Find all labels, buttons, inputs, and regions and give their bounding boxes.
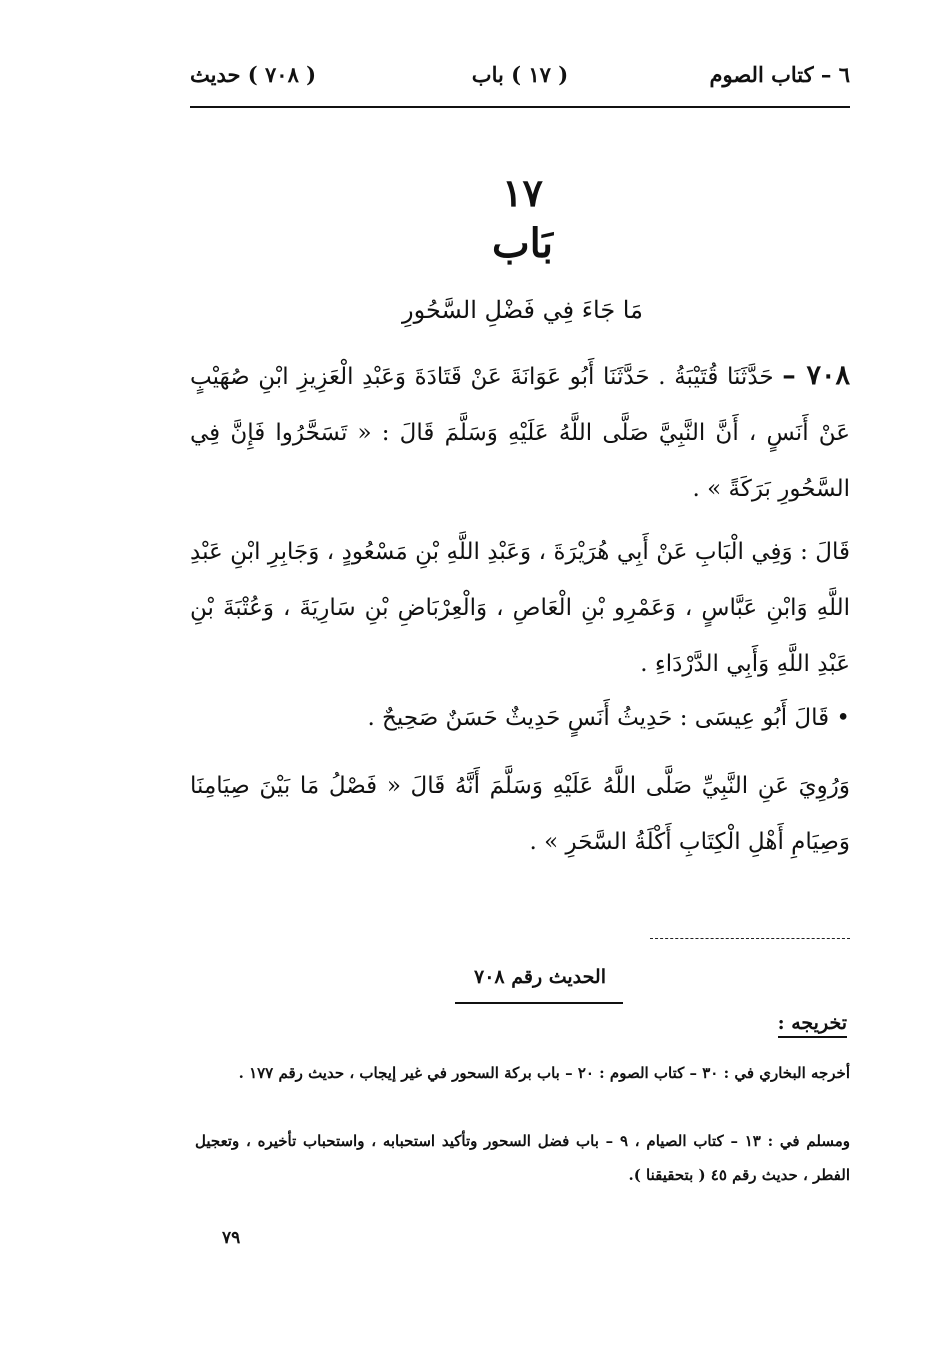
chapter-heading: بَاب	[492, 220, 553, 267]
takhrij-label: تخريجه :	[778, 1012, 847, 1038]
running-header	[190, 62, 850, 104]
chapter-number: ١٧	[502, 170, 543, 215]
header-chapter: ( ١٧ ) باب	[471, 62, 569, 87]
additional-narration-paragraph: وَرُوِيَ عَنِ النَّبِيِّ صَلَّى اللَّهُ عَلَيْهِ وَسَلَّمَ أَنَّهُ قَالَ « فَصْلُ مَا بَيْنَ صِيَامِنَا وَصِيَامِ أَهْلِ الْكِتَابِ أَكْلَةُ السَّحَرِ » .	[190, 773, 850, 855]
header-book-title: ٦ – كتاب الصوم	[709, 62, 850, 87]
notes-title: الحديث رقم ٧٠٨	[473, 966, 606, 988]
notes-title-underline	[455, 1002, 623, 1004]
footnote-bukhari: أخرجه البخاري في : ٣٠ – كتاب الصوم : ٢٠ – باب بركة السحور في غير إيجاب ، حديث رقم ١٧٧ .	[238, 1064, 850, 1082]
hadith-paragraph	[190, 348, 850, 517]
grading-paragraph: • قَالَ أَبُو عِيسَى : حَدِيثُ أَنَسٍ حَدِيثٌ حَسَنٌ صَحِيحٌ .	[367, 705, 850, 731]
footnote-muslim: ومسلم في : ١٣ – كتاب الصيام ، ٩ – باب فضل السحور وتأكيد استحبابه ، واستحباب تأخيره ، وتعجيل الفطر ، حديث رقم ٤٥ ( بتحقيقنا ).	[195, 1132, 850, 1184]
page-number: ٧٩	[222, 1228, 241, 1248]
hadith-number: ٧٠٨ –	[782, 360, 851, 391]
header-hadith: ( ٧٠٨ ) حديث	[190, 62, 317, 87]
hadith-text: حَدَّثَنَا قُتَيْبَةُ . حَدَّثَنَا أَبُو عَوَانَةَ عَنْ قَتَادَةَ وَعَبْدِ الْعَزِيزِ ابْنِ صُهَيْبٍ عَنْ أَنَسٍ ، أَنَّ النَّبِيَّ صَلَّى اللَّهُ عَلَيْهِ وَسَلَّمَ قَالَ : « تَسَحَّرُوا فَإِنَّ فِي السَّحُورِ بَرَكَةً » .	[190, 364, 850, 502]
header-divider	[190, 106, 850, 108]
related-narrations-paragraph: قَالَ : وَفِي الْبَابِ عَنْ أَبِي هُرَيْرَةَ ، وَعَبْدِ اللَّهِ بْنِ مَسْعُودٍ ، وَجَابِرِ ابْنِ عَبْدِ اللَّهِ وَابْنِ عَبَّاسٍ ، وَعَمْرِو بْنِ الْعَاصِ ، وَالْعِرْبَاضِ بْنِ سَارِيَةَ ، وَعُتْبَةَ بْنِ عَبْدِ اللَّهِ وَأَبِي الدَّرْدَاءِ .	[190, 539, 850, 677]
section-title: مَا جَاءَ فِي فَضْلِ السَّحُورِ	[402, 296, 643, 324]
footnote-separator	[650, 938, 850, 939]
